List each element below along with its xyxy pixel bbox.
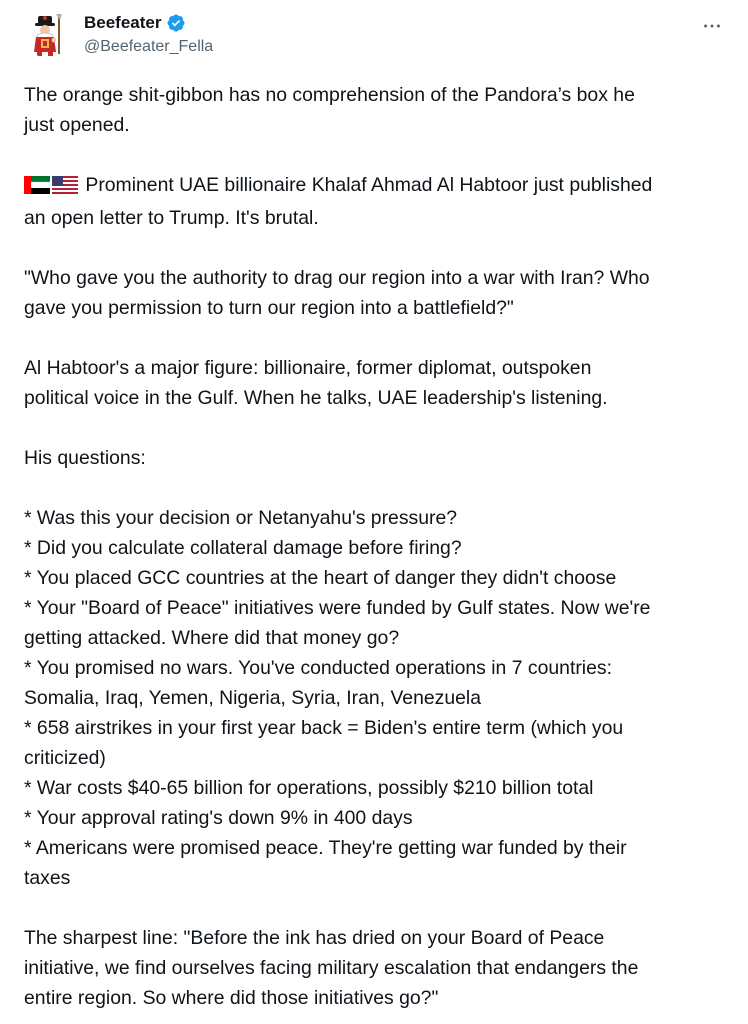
tweet-intro-line: The orange shit-gibbon has no comprehension of the Pandora’s box he	[24, 84, 635, 106]
tweet-quote-line: "Who gave you the authority to drag our region into a war with Iran? Who	[24, 267, 650, 289]
bullet-line: * Was this your decision or Netanyahu's pressure?	[24, 507, 458, 529]
tweet-text	[24, 80, 728, 1013]
author-handle[interactable]: @Beefeater_Fella	[84, 38, 214, 55]
verified-badge-icon[interactable]	[166, 13, 186, 33]
bullet-line: getting attacked. Where did that money go?	[24, 627, 400, 649]
author-names	[84, 12, 213, 56]
closing-line: initiative, we find ourselves facing military escalation that endangers the	[24, 957, 639, 979]
closing-line: The sharpest line: "Before the ink has dried on your Board of Peace	[24, 927, 605, 949]
bullet-line: * 658 airstrikes in your first year back = Biden's entire term (which you	[24, 717, 624, 739]
bullet-line: taxes	[24, 867, 71, 889]
closing-line: entire region. So where did those initiatives go?"	[24, 987, 439, 1009]
bullet-line: * Your approval rating's down 9% in 400 days	[24, 807, 413, 829]
tweet-intro-line: just opened.	[24, 114, 130, 136]
tweet-header	[24, 10, 724, 62]
more-options-icon[interactable]	[700, 16, 724, 36]
uae-flag-icon	[24, 173, 50, 203]
questions-header: His questions:	[24, 447, 146, 469]
tweet-announce-text: Prominent UAE billionaire Khalaf Ahmad Al Habtoor just published	[80, 174, 653, 196]
tweet-announce-line: an open letter to Trump. It's brutal.	[24, 207, 319, 229]
tweet-context-line: Al Habtoor's a major figure: billionaire, former diplomat, outspoken	[24, 357, 592, 379]
tweet-announce-line	[24, 170, 728, 203]
display-name[interactable]: Beefeater	[84, 13, 162, 32]
bullet-line: * You promised no wars. You've conducted operations in 7 countries:	[24, 657, 612, 679]
bullet-line: criticized)	[24, 747, 106, 769]
bullet-line: * Your "Board of Peace" initiatives were funded by Gulf states. Now we're	[24, 597, 651, 619]
bullet-line: * Did you calculate collateral damage before firing?	[24, 537, 462, 559]
bullet-line: * War costs $40-65 billion for operations, possibly $210 billion total	[24, 777, 594, 799]
bullet-line: Somalia, Iraq, Yemen, Nigeria, Syria, Iran, Venezuela	[24, 687, 482, 709]
tweet-quote-line: gave you permission to turn our region into a battlefield?"	[24, 297, 514, 319]
bullet-line: * You placed GCC countries at the heart of danger they didn't choose	[24, 567, 617, 589]
tweet-context-line: political voice in the Gulf. When he talks, UAE leadership's listening.	[24, 387, 608, 409]
beefeater-guard-avatar[interactable]	[24, 10, 72, 58]
bullet-line: * Americans were promised peace. They're getting war funded by their	[24, 837, 627, 859]
us-flag-icon	[52, 173, 78, 203]
